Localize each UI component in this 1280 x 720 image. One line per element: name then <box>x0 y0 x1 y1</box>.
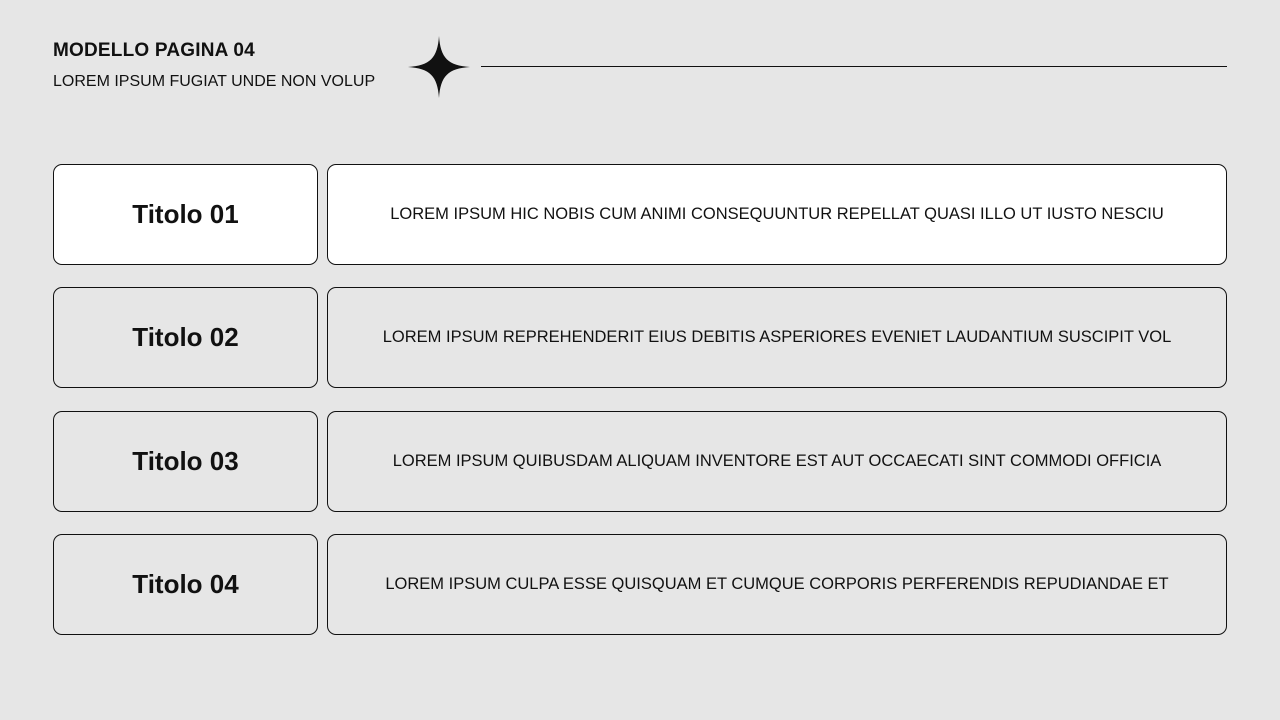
title-card <box>53 534 318 635</box>
description-card <box>327 164 1227 265</box>
list-item <box>53 534 1227 637</box>
row-description: LOREM IPSUM CULPA ESSE QUISQUAM ET CUMQUE CORPORIS PERFERENDIS REPUDIANDAE ET <box>385 575 1169 593</box>
list-item <box>53 411 1227 514</box>
description-card <box>327 287 1227 388</box>
row-description: LOREM IPSUM HIC NOBIS CUM ANIMI CONSEQUUNTUR REPELLAT QUASI ILLO UT IUSTO NESCIU <box>390 205 1164 223</box>
row-description: LOREM IPSUM QUIBUSDAM ALIQUAM INVENTORE EST AUT OCCAECATI SINT COMMODI OFFICIA <box>392 452 1162 470</box>
header-divider <box>481 66 1227 67</box>
title-card <box>53 411 318 512</box>
row-title: Titolo 02 <box>132 322 239 352</box>
row-description: LOREM IPSUM REPREHENDERIT EIUS DEBITIS ASPERIORES EVENIET LAUDANTIUM SUSCIPIT VOL <box>382 328 1172 346</box>
description-card <box>327 411 1227 512</box>
description-card <box>327 534 1227 635</box>
row-title: Titolo 01 <box>132 199 239 229</box>
row-title: Titolo 03 <box>132 446 239 476</box>
page-title: MODELLO PAGINA 04 <box>53 40 255 61</box>
list-item <box>53 287 1227 390</box>
title-card <box>53 287 318 388</box>
page-subtitle: LOREM IPSUM FUGIAT UNDE NON VOLUP <box>53 73 376 90</box>
title-card <box>53 164 318 265</box>
list-item <box>53 164 1227 267</box>
star-icon <box>408 36 470 98</box>
row-title: Titolo 04 <box>132 569 239 599</box>
